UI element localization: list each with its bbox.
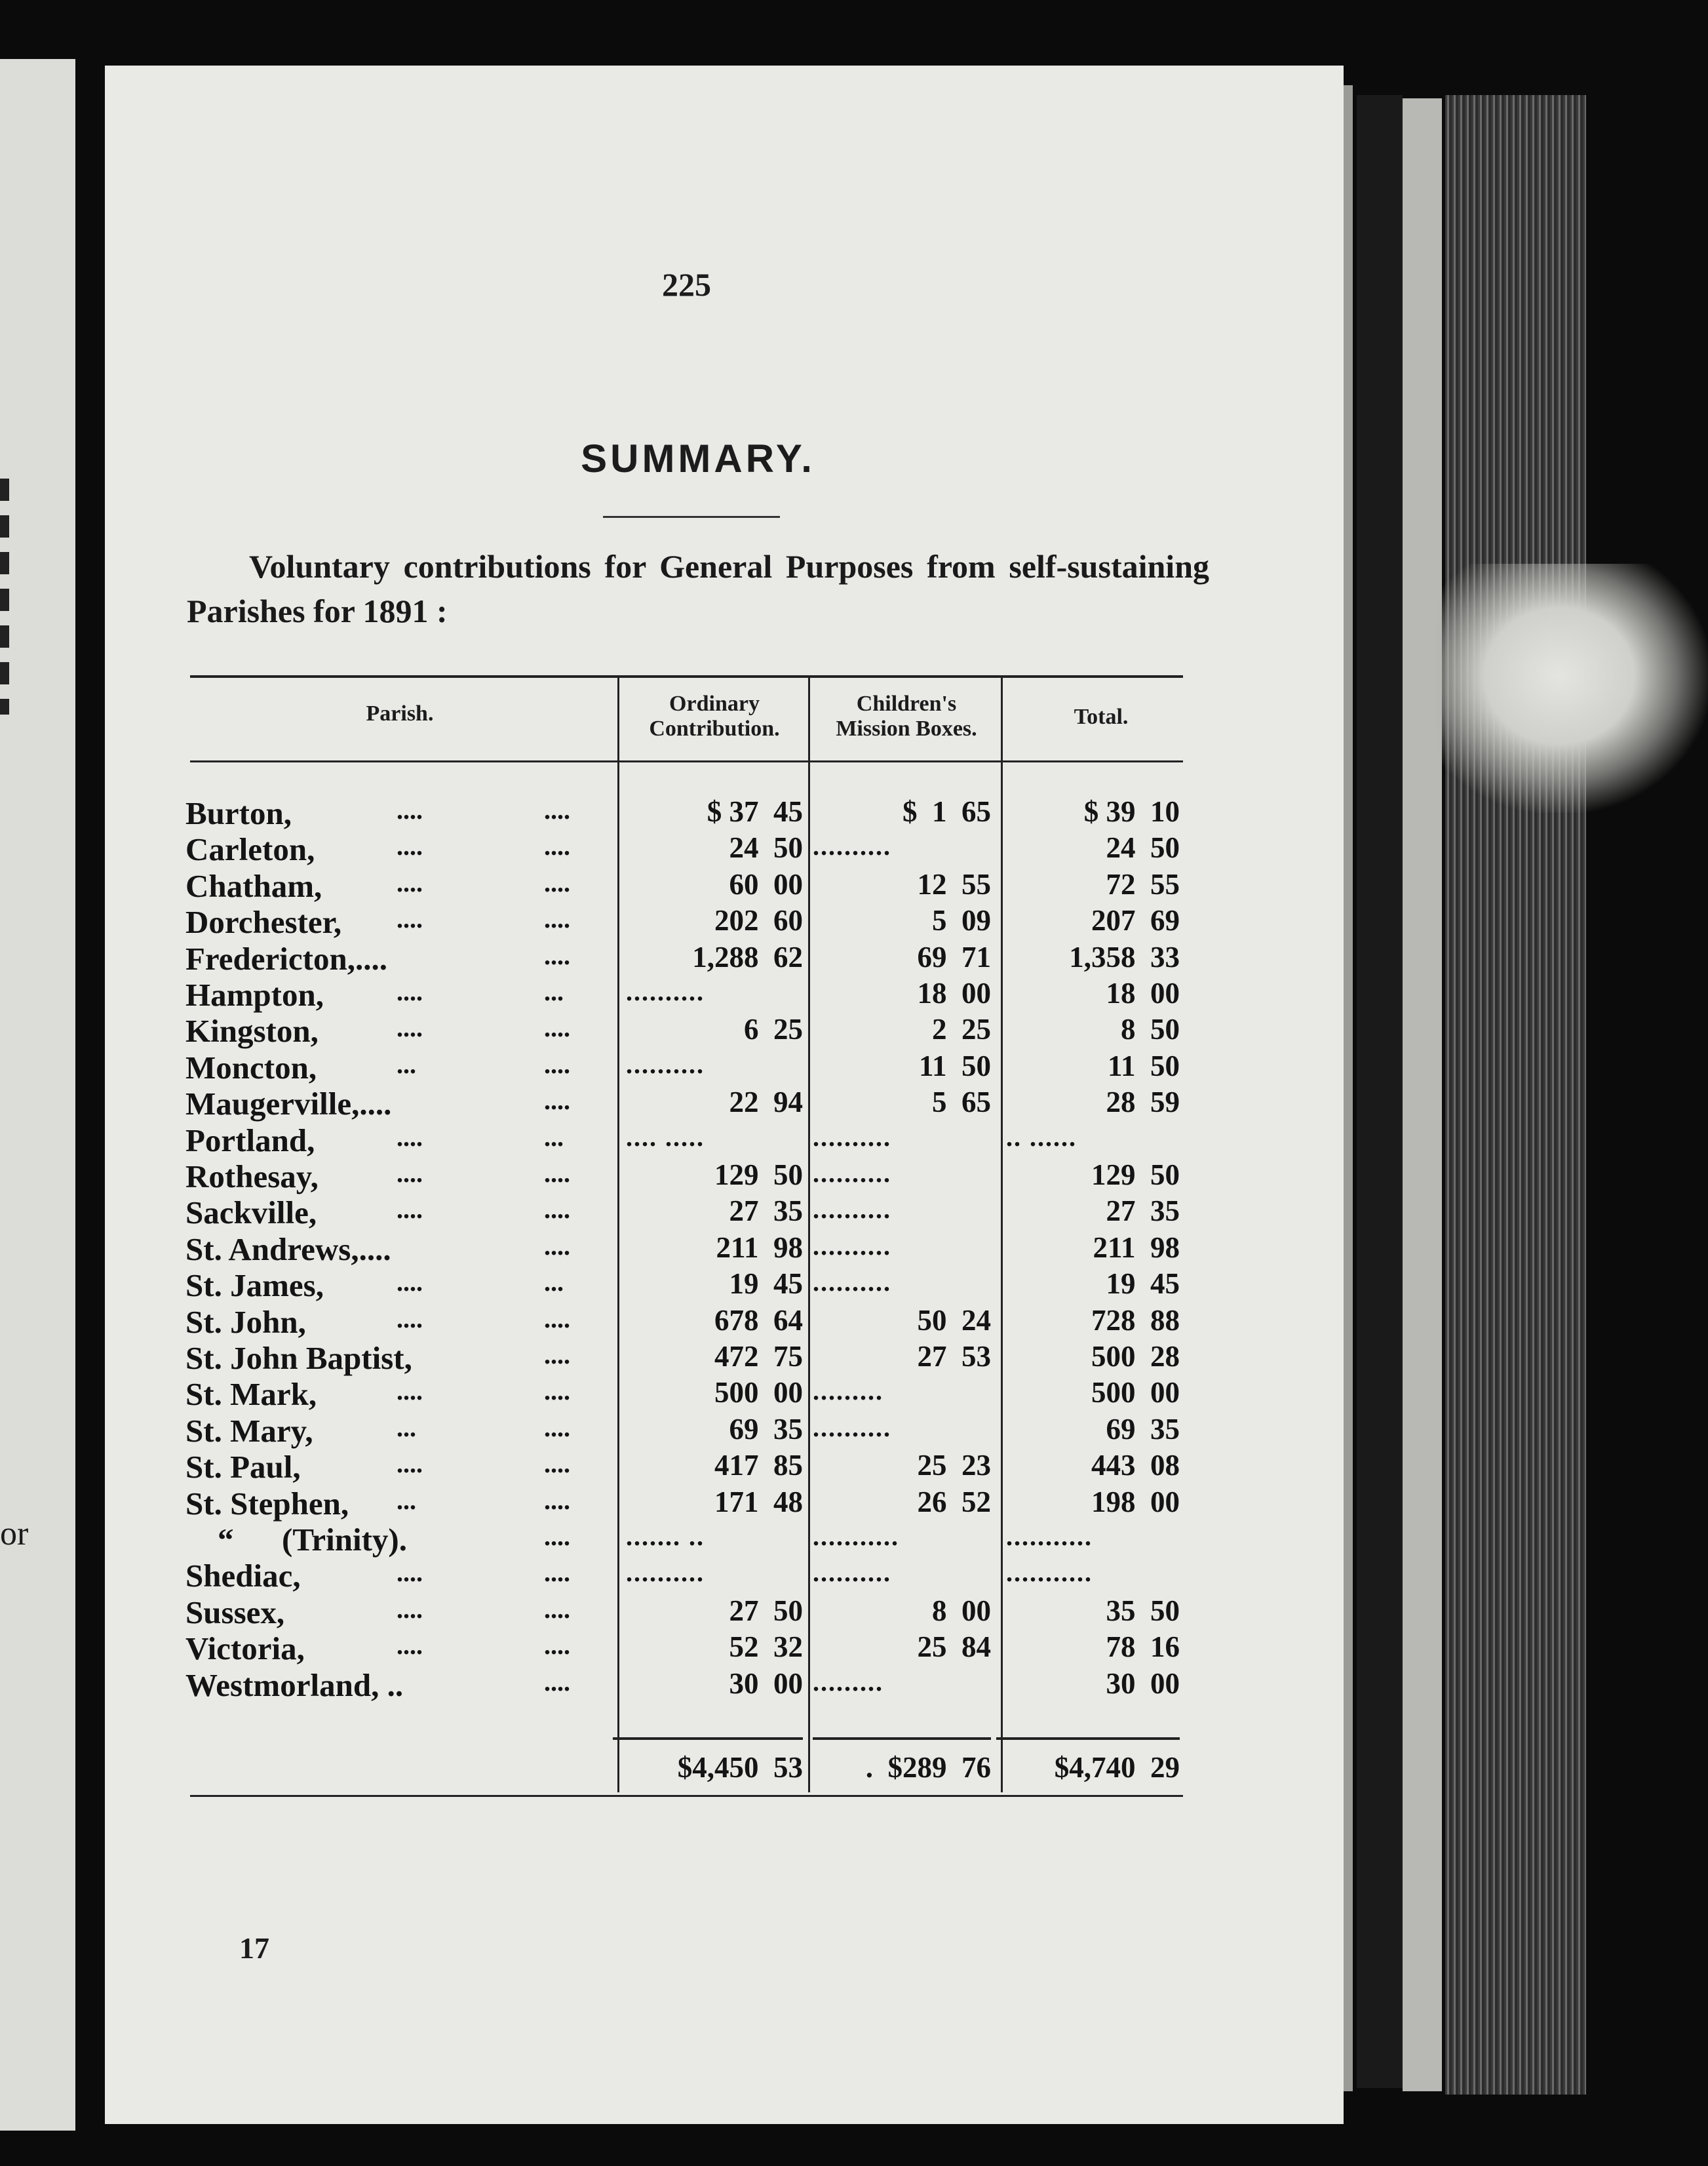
ordinary-cell: 30 00 <box>729 1666 803 1700</box>
leader-dots: ... <box>544 1122 564 1152</box>
table-row <box>0 1375 1708 1412</box>
leader-dots: .... <box>544 1049 570 1079</box>
leader-dots: .... <box>544 1449 570 1479</box>
parish-name: “ (Trinity). <box>185 1522 407 1558</box>
table-row <box>0 1521 1708 1558</box>
children-cell: 26 52 <box>917 1485 991 1518</box>
children-cell: ......... <box>813 1666 883 1697</box>
table-row <box>0 1122 1708 1158</box>
table-row <box>0 1448 1708 1485</box>
leader-dots: .... <box>544 795 570 825</box>
ordinary-cell: 417 85 <box>714 1449 803 1482</box>
leader-dots: .... <box>544 1376 570 1406</box>
parish-name: Moncton, <box>185 1049 317 1086</box>
table-row <box>0 1339 1708 1376</box>
ordinary-cell: 171 48 <box>714 1485 803 1518</box>
children-cell: 5 09 <box>932 904 991 937</box>
children-cell: .......... <box>813 1122 891 1152</box>
table-row <box>0 1049 1708 1086</box>
parish-name: Shediac, <box>185 1558 301 1594</box>
parish-name: Fredericton,.... <box>185 940 387 977</box>
ordinary-cell: .......... <box>626 1049 705 1079</box>
table-top-rule <box>190 675 1183 678</box>
header-children <box>811 692 1001 741</box>
parish-name: Hampton, <box>185 977 324 1013</box>
parish-name: Chatham, <box>185 867 322 904</box>
ordinary-cell: 1,288 62 <box>692 940 803 974</box>
ordinary-cell: 678 64 <box>714 1303 803 1337</box>
leader-dots: .... <box>544 1194 570 1225</box>
parish-name: Kingston, <box>185 1013 319 1050</box>
leader-dots: .... <box>397 1594 423 1624</box>
total-cell: 728 88 <box>1091 1303 1180 1337</box>
children-cell: 12 55 <box>917 867 991 901</box>
ordinary-cell: 202 60 <box>714 904 803 937</box>
total-cell: 27 35 <box>1106 1194 1180 1228</box>
title-rule <box>603 516 780 518</box>
left-page-fragment: or <box>0 1515 29 1552</box>
children-cell: 11 50 <box>918 1049 991 1082</box>
leader-dots: ... <box>544 977 564 1006</box>
parish-name: St. John Baptist, <box>185 1340 412 1376</box>
table-row <box>0 1267 1708 1303</box>
leader-dots: .... <box>544 1630 570 1661</box>
table-row <box>0 867 1708 904</box>
table-row <box>0 1557 1708 1594</box>
header-ordinary-line1: Ordinary <box>669 692 760 716</box>
children-cell: .......... <box>813 1231 891 1261</box>
total-cell: 28 59 <box>1106 1086 1180 1119</box>
ordinary-cell: ....... .. <box>626 1522 705 1551</box>
parish-name: St. James, <box>185 1267 324 1304</box>
children-cell: ......... <box>813 1376 883 1406</box>
total-cell: 18 00 <box>1106 977 1180 1010</box>
parish-name: Dorchester, <box>185 904 342 941</box>
header-parish: Parish. <box>366 701 434 726</box>
leader-dots: .... <box>397 977 423 1006</box>
ordinary-cell: 129 50 <box>714 1158 803 1191</box>
children-cell: 25 23 <box>917 1449 991 1482</box>
children-cell: .......... <box>813 1194 891 1225</box>
leader-dots: .... <box>397 1376 423 1406</box>
leader-dots: .... <box>544 831 570 861</box>
ordinary-cell: 472 75 <box>714 1340 803 1373</box>
children-cell: 25 84 <box>917 1630 991 1664</box>
total-cell: 30 00 <box>1106 1666 1180 1700</box>
total-cell: 1,358 33 <box>1069 940 1180 974</box>
leader-dots: .... <box>544 1158 570 1188</box>
leader-dots: .... <box>397 1267 423 1297</box>
header-ordinary-line2: Contribution. <box>649 717 780 741</box>
children-cell: 69 71 <box>917 940 991 974</box>
leader-dots: .... <box>544 1231 570 1261</box>
ordinary-cell: .... ..... <box>626 1122 705 1152</box>
total-cell: 78 16 <box>1106 1630 1180 1664</box>
leader-dots: .... <box>544 1558 570 1588</box>
table-row <box>0 1158 1708 1194</box>
page-title: SUMMARY. <box>581 437 815 481</box>
ordinary-cell: 22 94 <box>729 1086 803 1119</box>
table-row <box>0 1085 1708 1122</box>
leader-dots: .... <box>544 1412 570 1442</box>
total-cell: .. ...... <box>1006 1122 1077 1152</box>
total-cell: 11 50 <box>1107 1049 1180 1082</box>
total-cell: 211 98 <box>1093 1231 1180 1264</box>
leader-dots: .... <box>544 1303 570 1333</box>
leader-dots: .... <box>544 1340 570 1369</box>
leader-dots: ... <box>397 1412 416 1442</box>
leader-dots: .... <box>397 795 423 825</box>
ordinary-cell: 60 00 <box>729 867 803 901</box>
total-cell: 72 55 <box>1106 867 1180 901</box>
leader-dots: .... <box>544 1485 570 1515</box>
table-row <box>0 1412 1708 1449</box>
leader-dots: .... <box>544 1594 570 1624</box>
children-cell: .......... <box>813 1412 891 1442</box>
leader-dots: .... <box>397 867 423 897</box>
children-cell: .......... <box>813 1267 891 1297</box>
header-children-line2: Mission Boxes. <box>836 717 977 741</box>
total-cell: 69 35 <box>1106 1412 1180 1446</box>
children-cell: 5 65 <box>932 1086 991 1119</box>
leader-dots: .... <box>397 1122 423 1152</box>
children-cell: .......... <box>813 1558 891 1588</box>
children-cell: 8 00 <box>932 1594 991 1627</box>
leader-dots: .... <box>544 867 570 897</box>
table-row <box>0 1303 1708 1340</box>
table-row <box>0 1666 1708 1703</box>
parish-name: St. John, <box>185 1303 306 1340</box>
leader-dots: .... <box>397 904 423 934</box>
left-page-marks <box>0 479 9 715</box>
total-cell: 8 50 <box>1121 1013 1180 1046</box>
leader-dots: ... <box>544 1267 564 1297</box>
ordinary-cell: 211 98 <box>716 1231 803 1264</box>
children-cell: 2 25 <box>932 1013 991 1046</box>
leader-dots: ... <box>397 1049 416 1079</box>
table-header-rule <box>190 760 1183 762</box>
total-rule-2 <box>813 1737 991 1740</box>
parish-name: Westmorland, .. <box>185 1666 404 1703</box>
parish-name: St. Andrews,.... <box>185 1231 391 1267</box>
page-number: 225 <box>662 266 711 303</box>
total-cell: 198 00 <box>1091 1485 1180 1518</box>
table-row <box>0 831 1708 867</box>
ordinary-cell: $ 37 45 <box>707 795 803 828</box>
leader-dots: .... <box>397 1630 423 1661</box>
total-cell: 500 28 <box>1091 1340 1180 1373</box>
total-ordinary: $4,450 53 <box>677 1751 803 1784</box>
parish-name: Rothesay, <box>185 1158 319 1194</box>
table-bottom-rule <box>190 1795 1183 1797</box>
table-row <box>0 1594 1708 1630</box>
header-total: Total. <box>1074 705 1129 729</box>
total-cell: 129 50 <box>1091 1158 1180 1191</box>
parish-name: St. Mary, <box>185 1412 313 1449</box>
table-row <box>0 976 1708 1013</box>
total-cell: 19 45 <box>1106 1267 1180 1301</box>
ordinary-cell: 500 00 <box>714 1376 803 1409</box>
table-row <box>0 903 1708 940</box>
ordinary-cell: 27 50 <box>729 1594 803 1627</box>
children-cell: $ 1 65 <box>903 795 991 828</box>
ordinary-cell: 52 32 <box>729 1630 803 1664</box>
children-cell: .......... <box>813 831 891 861</box>
parish-name: Portland, <box>185 1122 315 1158</box>
parish-name: Carleton, <box>185 831 315 868</box>
ordinary-cell: 27 35 <box>729 1194 803 1228</box>
total-rule-3 <box>996 1737 1180 1740</box>
leader-dots: .... <box>544 1086 570 1116</box>
table-row <box>0 1012 1708 1049</box>
table-row <box>0 1231 1708 1267</box>
total-cell: 24 50 <box>1106 831 1180 865</box>
total-cell: $ 39 10 <box>1083 795 1180 828</box>
ordinary-cell: 6 25 <box>744 1013 803 1046</box>
table-row <box>0 940 1708 977</box>
total-rule-1 <box>613 1737 803 1740</box>
header-children-line1: Children's <box>856 692 957 716</box>
paper-damage <box>1435 564 1708 813</box>
total-cell: 35 50 <box>1106 1594 1180 1627</box>
leader-dots: .... <box>397 1158 423 1188</box>
signature-mark: 17 <box>239 1931 269 1965</box>
parish-name: Victoria, <box>185 1630 305 1667</box>
table-row <box>0 1630 1708 1666</box>
leader-dots: .... <box>397 1449 423 1479</box>
children-cell: 50 24 <box>917 1303 991 1337</box>
parish-name: Sussex, <box>185 1594 285 1630</box>
total-total: $4,740 29 <box>1054 1751 1180 1784</box>
leader-dots: .... <box>544 1666 570 1697</box>
leader-dots: .... <box>397 1303 423 1333</box>
ordinary-cell: 24 50 <box>729 831 803 865</box>
table-row <box>0 1194 1708 1231</box>
table-row <box>0 1485 1708 1522</box>
table-row <box>0 795 1708 831</box>
leader-dots: .... <box>544 1013 570 1043</box>
parish-name: St. Paul, <box>185 1449 301 1486</box>
parish-name: Maugerville,.... <box>185 1086 392 1122</box>
total-cell: ........... <box>1006 1558 1093 1588</box>
totals-row <box>0 1750 1708 1787</box>
header-ordinary <box>623 692 806 741</box>
ordinary-cell: 19 45 <box>729 1267 803 1301</box>
parish-name: Burton, <box>185 795 292 831</box>
children-cell: 18 00 <box>917 977 991 1010</box>
ordinary-cell: .......... <box>626 1558 705 1588</box>
leader-dots: .... <box>544 1522 570 1551</box>
leader-dots: ... <box>397 1485 416 1515</box>
leader-dots: .... <box>397 1013 423 1043</box>
children-cell: 27 53 <box>917 1340 991 1373</box>
parish-name: St. Stephen, <box>185 1485 349 1522</box>
ordinary-cell: 69 35 <box>729 1412 803 1446</box>
parish-name: Sackville, <box>185 1194 317 1231</box>
leader-dots: .... <box>397 1558 423 1588</box>
total-cell: 207 69 <box>1091 904 1180 937</box>
leader-dots: .... <box>544 940 570 970</box>
ordinary-cell: .......... <box>626 977 705 1006</box>
total-cell: ........... <box>1006 1522 1093 1551</box>
total-cell: 500 00 <box>1091 1376 1180 1409</box>
leader-dots: .... <box>544 904 570 934</box>
leader-dots: .... <box>397 1194 423 1225</box>
children-cell: .......... <box>813 1158 891 1188</box>
intro-paragraph: Voluntary contributions for General Purposes from self-sustaining Parishes for 1891 : <box>187 548 1209 629</box>
leader-dots: .... <box>397 831 423 861</box>
total-cell: 443 08 <box>1091 1449 1180 1482</box>
parish-name: St. Mark, <box>185 1376 317 1413</box>
total-children: . $289 76 <box>865 1751 991 1784</box>
children-cell: ........... <box>813 1522 899 1551</box>
